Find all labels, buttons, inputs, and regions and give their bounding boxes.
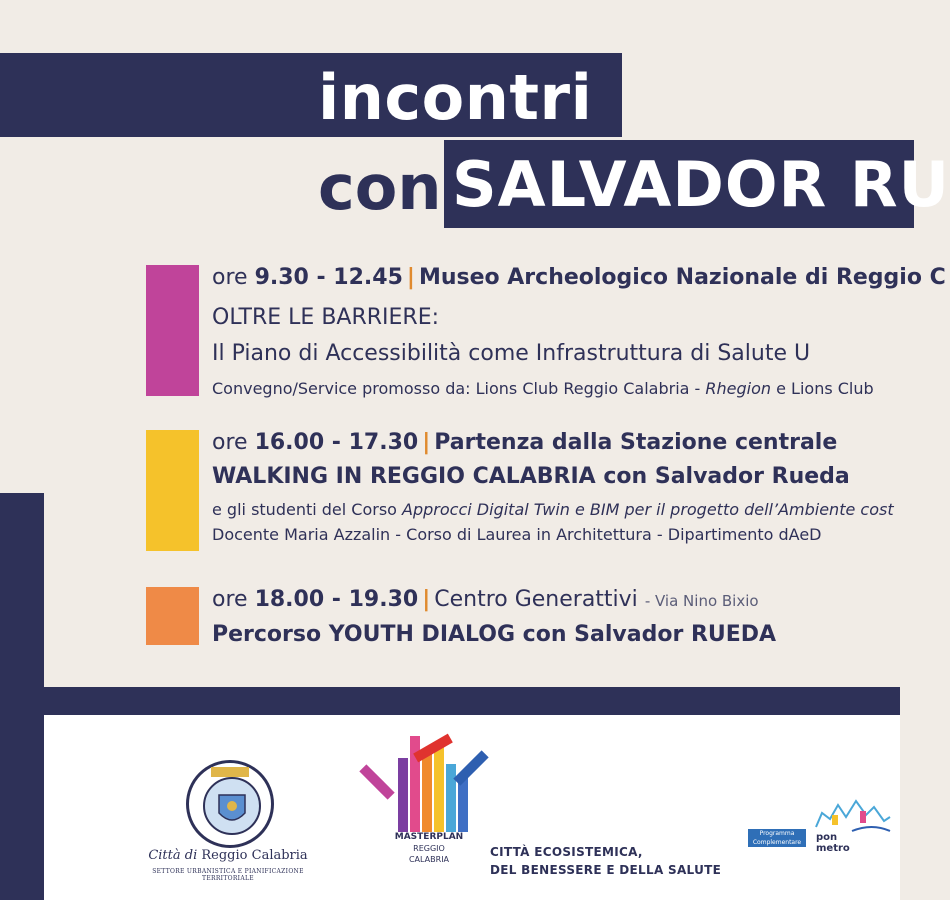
title-line-1: incontri <box>318 61 593 134</box>
city-department: SETTORE URBANISTICA E PIANIFICAZIONE TERRITORIALE <box>152 868 304 882</box>
speaker-name: SALVADOR RU <box>452 148 950 221</box>
title-bar-name <box>444 140 950 228</box>
event-3-title: Percorso YOUTH DIALOG con Salvador RUEDA <box>212 622 777 647</box>
event-3-color-swatch <box>146 587 199 645</box>
event-1-subtitle: Il Piano di Accessibilità come Infrastruttura di Salute U <box>212 341 811 366</box>
event-1-title: OLTRE LE BARRIERE: <box>212 305 440 330</box>
masterplan-logo-icon <box>370 728 490 834</box>
title-line-2-prefix: con <box>318 151 442 224</box>
ecosystem-city-label: CITTÀ ECOSISTEMICA, DEL BENESSERE E DELLA SALUTE <box>490 845 722 877</box>
city-name: Città di Reggio Calabria <box>148 848 308 863</box>
event-1-time-line: ore 9.30 - 12.45 | Museo Archeologico Nazionale di Reggio C <box>212 265 946 290</box>
event-1-detail: Convegno/Service promosso da: Lions Club Reggio Calabria - Rhegion e Lions Club <box>212 379 874 398</box>
crown-icon <box>211 767 249 777</box>
pon-metro-label: pon metro <box>816 832 850 854</box>
frame-bottom-bar <box>0 687 900 715</box>
event-2-detail: e gli studenti del Corso Approcci Digital Twin e BIM per il progetto dell’Ambiente cost <box>212 500 894 519</box>
event-2-place: Partenza dalla Stazione centrale <box>434 430 838 455</box>
event-1-color-swatch <box>146 265 199 396</box>
event-2-time-line: ore 16.00 - 17.30 | Partenza dalla Stazione centrale <box>212 430 838 455</box>
event-2-detail-2: Docente Maria Azzalin - Corso di Laurea in Architettura - Dipartimento dAeD <box>212 525 822 544</box>
programma-complementare-logo: Programma Complementare <box>748 829 806 847</box>
pon-metro-skyline-icon <box>812 797 892 833</box>
city-coat-of-arms-icon <box>203 777 261 835</box>
event-1-place: Museo Archeologico Nazionale di Reggio C <box>418 265 946 290</box>
event-1-time: 9.30 - 12.45 <box>254 265 403 290</box>
city-seal-icon <box>186 760 274 848</box>
event-3-time-line: ore 18.00 - 19.30 | Centro Generattivi - Via Nino Bixio <box>212 587 759 612</box>
event-3-place-note: - Via Nino Bixio <box>644 592 759 610</box>
masterplan-label: MASTERPLAN REGGIO CALABRIA <box>394 832 464 864</box>
event-2-time: 16.00 - 17.30 <box>254 430 419 455</box>
event-3-place: Centro Generattivi <box>434 587 638 612</box>
event-2-color-swatch <box>146 430 199 551</box>
event-2-title: WALKING IN REGGIO CALABRIA con Salvador Rueda <box>212 464 850 489</box>
event-3-time: 18.00 - 19.30 <box>254 587 419 612</box>
